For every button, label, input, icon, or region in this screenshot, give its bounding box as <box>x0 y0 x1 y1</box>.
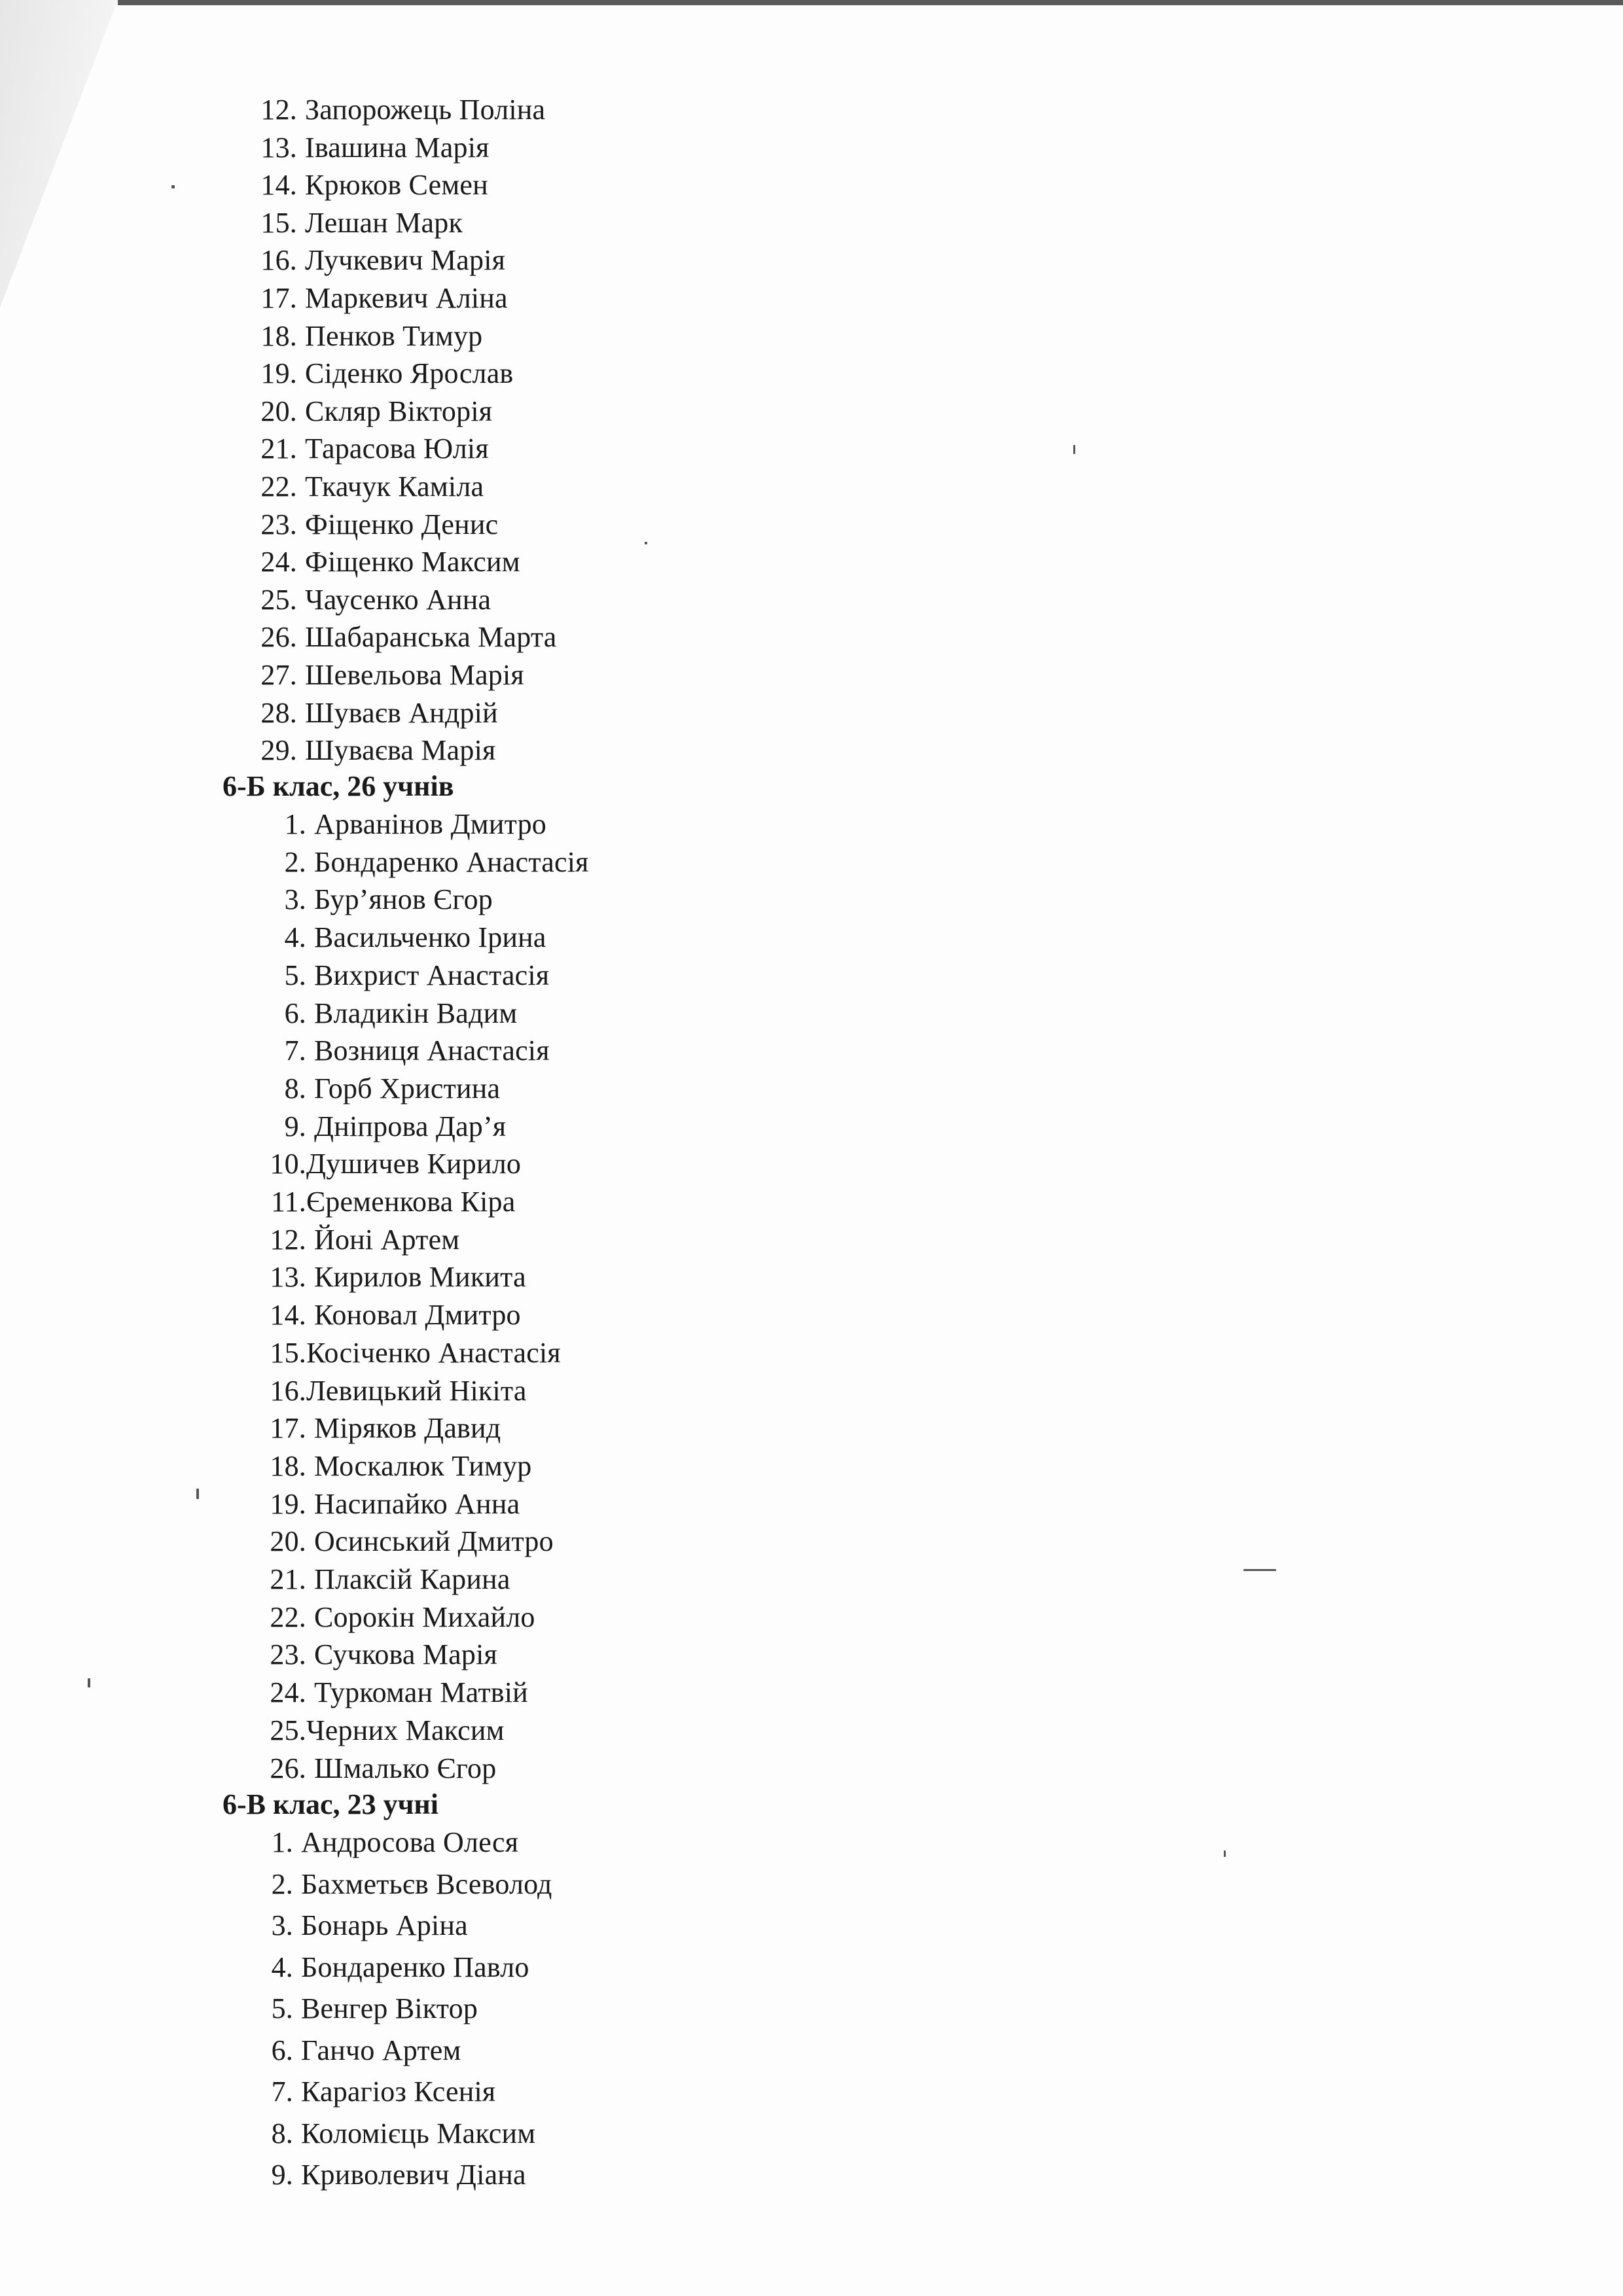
list-item <box>251 733 495 768</box>
item-number: 13. <box>260 131 297 164</box>
item-number: 20. <box>260 395 297 427</box>
list-item <box>251 281 508 315</box>
list-item <box>260 1676 528 1710</box>
student-name: Горб Христина <box>314 1072 501 1104</box>
item-number: 11. <box>271 1186 306 1218</box>
student-name: Бонарь Аріна <box>301 1909 468 1941</box>
list-item <box>260 1909 468 1943</box>
list-item <box>260 807 546 841</box>
student-name: Сіденко Ярослав <box>305 357 514 390</box>
student-name: Лучкевич Марія <box>305 244 506 277</box>
list-item <box>251 696 498 730</box>
list-item <box>260 1034 550 1068</box>
student-name: Криволевич Діана <box>301 2159 526 2191</box>
item-number: 27. <box>260 659 297 691</box>
student-name: Черних Максим <box>306 1714 505 1746</box>
list-item <box>251 620 557 654</box>
student-name: Єременкова Кіра <box>306 1186 516 1218</box>
item-number: 4. <box>284 921 306 954</box>
list-item <box>260 2117 535 2151</box>
student-name: Фіщенко Максим <box>305 546 520 578</box>
student-name: Левицький Нікіта <box>306 1374 527 1407</box>
item-number: 5. <box>284 959 306 991</box>
list-item <box>251 658 524 692</box>
student-name: Шуваєва Марія <box>305 734 496 767</box>
list-item <box>251 357 513 391</box>
item-number: 1. <box>284 808 306 840</box>
item-number: 17. <box>260 282 297 314</box>
list-item <box>251 131 490 165</box>
list-item <box>260 1563 510 1597</box>
item-number: 9. <box>284 1110 306 1142</box>
student-name: Кирилов Микита <box>314 1261 526 1294</box>
item-number: 2. <box>284 845 306 878</box>
list-item <box>251 545 520 579</box>
student-name: Шуваєв Андрій <box>305 696 498 729</box>
list-item <box>260 1951 529 1985</box>
student-name: Дніпрова Дар’я <box>314 1110 507 1142</box>
student-name: Івашина Марія <box>305 131 490 164</box>
student-name: Запорожець Поліна <box>305 94 546 126</box>
student-name: Бур’янов Єгор <box>314 883 493 916</box>
item-number: 1. <box>271 1826 293 1858</box>
list-item <box>260 845 589 879</box>
student-name: Ткачук Каміла <box>305 470 484 503</box>
student-name: Бондаренко Павло <box>301 1951 529 1983</box>
list-item <box>260 1072 500 1106</box>
student-name: Шмалько Єгор <box>314 1752 497 1784</box>
item-number: 2. <box>271 1867 293 1900</box>
scan-speck <box>645 542 647 544</box>
item-number: 12. <box>270 1223 306 1256</box>
list-item <box>260 883 493 917</box>
list-item <box>260 959 549 993</box>
student-name: Чаусенко Анна <box>305 583 491 616</box>
item-number: 8. <box>284 1072 306 1104</box>
item-number: 3. <box>271 1909 293 1941</box>
item-number: 26. <box>270 1752 306 1784</box>
item-number: 4. <box>271 1951 293 1983</box>
list-item <box>251 432 489 466</box>
item-number: 20. <box>270 1525 306 1558</box>
list-item <box>260 2158 526 2192</box>
item-number: 10. <box>270 1148 306 1180</box>
student-name: Владикін Вадим <box>314 997 518 1029</box>
student-name: Венгер Віктор <box>301 1992 478 2024</box>
item-number: 18. <box>270 1449 306 1482</box>
list-item <box>251 206 463 240</box>
item-number: 16. <box>260 244 297 277</box>
item-number: 24. <box>270 1676 306 1709</box>
list-item <box>260 1638 497 1672</box>
student-name: Сучкова Марія <box>314 1638 497 1671</box>
student-name: Душичев Кирило <box>306 1148 522 1180</box>
student-name: Ганчо Артем <box>301 2034 461 2066</box>
list-item <box>260 1110 506 1144</box>
student-name: Міряков Давид <box>314 1412 501 1445</box>
item-number: 14. <box>260 169 297 202</box>
list-item <box>251 583 491 617</box>
scan-speck <box>1243 1569 1276 1571</box>
list-item <box>260 1487 520 1521</box>
item-number: 28. <box>260 696 297 729</box>
item-number: 7. <box>284 1034 306 1067</box>
student-name: Коновал Дмитро <box>314 1299 521 1332</box>
item-number: 25. <box>270 1714 306 1746</box>
student-name: Туркоман Матвій <box>314 1676 528 1709</box>
list-item <box>260 1600 535 1634</box>
student-name: Москалюк Тимур <box>314 1449 532 1482</box>
list-item <box>260 1411 501 1445</box>
list-item <box>260 1525 554 1559</box>
list-item <box>260 1374 527 1408</box>
list-item <box>260 1147 521 1181</box>
class-heading-6v: 6-В клас, 23 учні <box>223 1788 438 1820</box>
student-name: Андросова Олеся <box>301 1826 519 1858</box>
item-number: 19. <box>260 357 297 390</box>
item-number: 26. <box>260 621 297 654</box>
item-number: 24. <box>260 546 297 578</box>
list-item <box>251 168 488 202</box>
scan-speck <box>1224 1850 1226 1857</box>
student-name: Сорокін Михайло <box>314 1600 535 1633</box>
list-item <box>251 243 505 277</box>
student-name: Карагіоз Ксенія <box>301 2075 496 2108</box>
list-item <box>260 921 546 955</box>
item-number: 6. <box>271 2034 293 2066</box>
list-item <box>260 2034 461 2068</box>
list-item <box>260 997 517 1031</box>
student-name: Арванінов Дмитро <box>314 808 546 840</box>
list-item <box>251 319 482 353</box>
list-item <box>260 1826 518 1860</box>
item-number: 14. <box>270 1299 306 1332</box>
scan-speck <box>171 185 175 188</box>
item-number: 21. <box>270 1563 306 1595</box>
student-name: Вихрист Анастасія <box>314 959 550 991</box>
item-number: 23. <box>260 508 297 540</box>
student-name: Косіченко Анастасія <box>306 1336 561 1369</box>
item-number: 29. <box>260 734 297 767</box>
item-number: 3. <box>284 883 306 916</box>
scan-edge-top <box>118 0 1623 5</box>
item-number: 15. <box>260 206 297 239</box>
item-number: 18. <box>260 319 297 352</box>
student-name: Скляр Вікторія <box>305 395 493 427</box>
student-name: Крюков Семен <box>305 169 488 202</box>
item-number: 15. <box>270 1336 306 1369</box>
list-item <box>260 1449 531 1483</box>
list-item <box>251 470 484 504</box>
item-number: 25. <box>260 583 297 616</box>
student-name: Насипайко Анна <box>314 1487 520 1520</box>
list-item <box>260 1223 459 1257</box>
list-item <box>260 1298 521 1332</box>
scan-speck <box>88 1678 90 1687</box>
student-name: Коломієць Максим <box>301 2117 536 2149</box>
list-item <box>251 93 545 127</box>
item-number: 7. <box>271 2075 293 2108</box>
item-number: 16. <box>270 1374 306 1407</box>
item-number: 19. <box>270 1487 306 1520</box>
item-number: 8. <box>271 2117 293 2149</box>
item-number: 13. <box>270 1261 306 1294</box>
list-item <box>260 2075 495 2109</box>
list-item <box>251 395 492 429</box>
item-number: 5. <box>271 1992 293 2024</box>
list-item <box>251 508 498 542</box>
student-name: Возниця Анастасія <box>314 1034 550 1067</box>
student-name: Шевельова Марія <box>305 659 524 691</box>
item-number: 23. <box>270 1638 306 1671</box>
student-name: Бондаренко Анастасія <box>314 845 589 878</box>
item-number: 21. <box>260 433 297 465</box>
student-name: Лешан Марк <box>305 206 463 239</box>
item-number: 6. <box>284 997 306 1029</box>
class-heading-6b: 6-Б клас, 26 учнів <box>223 770 454 802</box>
scan-speck <box>196 1489 199 1499</box>
student-name: Бахметьєв Всеволод <box>301 1867 552 1900</box>
student-name: Васильченко Ірина <box>314 921 546 954</box>
list-item <box>260 1992 478 2026</box>
list-item <box>260 1867 552 1901</box>
list-item <box>260 1714 505 1748</box>
student-name: Плаксій Карина <box>314 1563 510 1595</box>
list-item <box>260 1185 515 1219</box>
student-name: Маркевич Аліна <box>305 282 508 314</box>
item-number: 22. <box>270 1600 306 1633</box>
item-number: 9. <box>271 2159 293 2191</box>
list-item <box>260 1336 561 1370</box>
student-name: Тарасова Юлія <box>305 433 489 465</box>
list-item <box>260 1752 496 1786</box>
student-name: Йоні Артем <box>314 1223 460 1256</box>
student-name: Шабаранська Марта <box>305 621 557 654</box>
student-name: Осинський Дмитро <box>314 1525 554 1558</box>
item-number: 17. <box>270 1412 306 1445</box>
student-name: Пенков Тимур <box>305 319 483 352</box>
student-name: Фіщенко Денис <box>305 508 499 540</box>
scan-edge-left <box>0 0 118 308</box>
list-item <box>260 1260 526 1294</box>
scan-speck <box>1073 445 1075 454</box>
item-number: 22. <box>260 470 297 503</box>
item-number: 12. <box>260 94 297 126</box>
